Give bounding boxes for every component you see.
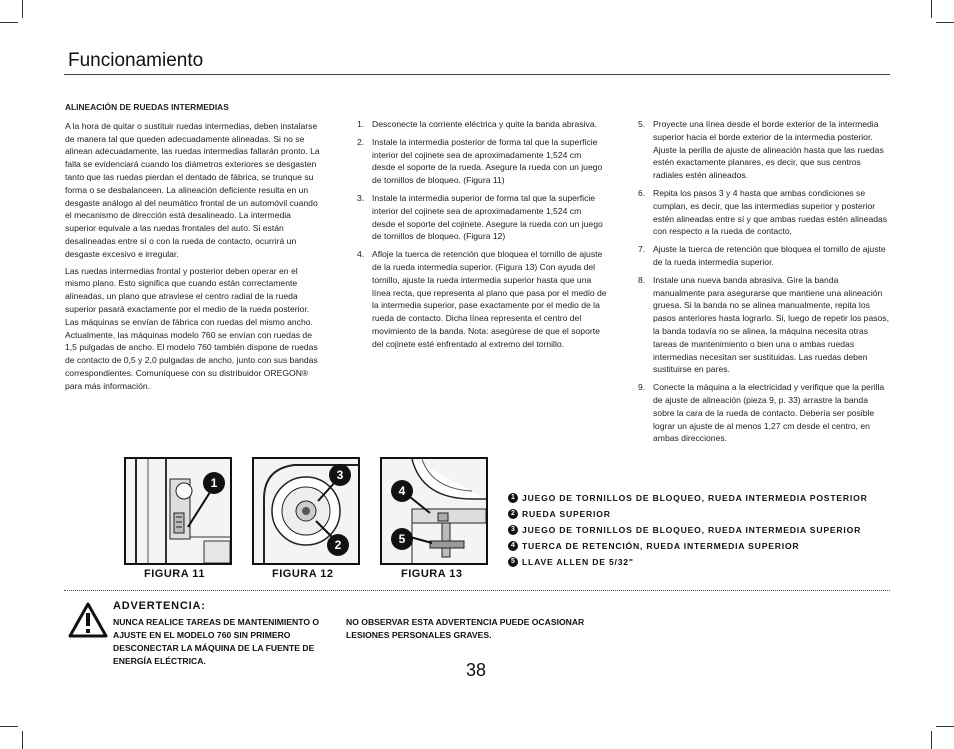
step-item: 3. Instale la intermedia superior de forma tal que la superficie interior del cojinete sea de aproximadamente 1,524 cm desde el soporte del cojinete. Asegure la rueda con un juego de tornillos de bloqueo. (Figura 12)	[357, 192, 603, 242]
step-item: 5. Proyecte una línea desde el borde exterior de la intermedia superior hacia el borde exterior de la intermedia posterior. Ajuste la perilla de ajuste de alineación hasta que las ruedas estén exactamente planares, es decir, que sus centros radiales estén alineados.	[638, 119, 884, 181]
title-rule	[64, 74, 890, 75]
crop-mark	[0, 22, 18, 23]
step-item: 1. Desconecte la corriente eléctrica y quite la banda abrasiva.	[357, 119, 597, 129]
crop-mark	[936, 22, 954, 23]
page-title: Funcionamiento	[68, 50, 204, 71]
callout-5: 5	[398, 532, 406, 546]
step-item: 9. Conecte la máquina a la electricidad y verifique que la perilla de ajuste de alineación (pieza 9, p. 33) arrastre la banda sobre la cara de la rueda de contacto. Debería ser posible lograr un ajuste de al menos 1,27 cm desde el centro, en ambas direcciones.	[638, 382, 885, 444]
figure-13-image	[380, 457, 488, 565]
figure-13-caption: FIGURA 13	[401, 568, 463, 580]
warning-text: NUNCA REALICE TAREAS DE MANTENIMIENTO O AJUSTE EN EL MODELO 760 SIN PRIMERO DESCONECTAR LA MÁQUINA DE LA FUENTE DE ENERGÍA ELÉCTRICA.	[113, 617, 320, 666]
page-number: 38	[466, 660, 487, 680]
figure-12-image	[252, 457, 360, 565]
legend-item: 4 TUERCA DE RETENCIÓN, RUEDA INTERMEDIA SUPERIOR	[508, 538, 868, 554]
legend-item: 2 RUEDA SUPERIOR	[508, 506, 868, 522]
intro-paragraph: A la hora de quitar o sustituir ruedas intermedias, deben instalarse de manera tal que queden adecuadamente alineadas. Si no se alinean adecuadamente, las ruedas intermedias fallarán pronto. La falla se evidenciará cuando los diámetros exteriores se desgasten tanto que las ruedas pierdan el dentado de fábrica, se trunque su forma o se desbalanceen. La alineación deficiente resulta en un desgaste análogo al del neumático frontal de un automóvil cuando el mecanismo de dirección está desalineado. La intermedia superior equivale a las ruedas frontales del auto. Si están desalineadas entre sí o con la rueda de contacto, ocurrirá un desgaste excesivo e irregular.	[65, 120, 320, 259]
step-item: 7. Ajuste la tuerca de retención que bloquea el tornillo de ajuste de la rueda intermedia superior.	[638, 244, 886, 267]
figure-11-image	[124, 457, 232, 565]
warning-icon	[68, 602, 108, 643]
crop-mark	[931, 731, 932, 749]
crop-mark	[22, 731, 23, 749]
callout-3: 3	[336, 468, 344, 482]
legend-item: 1 JUEGO DE TORNILLOS DE BLOQUEO, RUEDA INTERMEDIA POSTERIOR	[508, 490, 868, 506]
steps-column-right	[638, 118, 890, 450]
warning-consequence: NO OBSERVAR ESTA ADVERTENCIA PUEDE OCASIONAR LESIONES PERSONALES GRAVES.	[346, 617, 585, 640]
crop-mark	[931, 0, 932, 18]
legend-item: 5 LLAVE ALLEN DE 5/32"	[508, 554, 868, 570]
crop-mark	[0, 726, 18, 727]
figure-11-caption: FIGURA 11	[144, 568, 205, 580]
figure-legend	[508, 490, 868, 570]
step-item: 4. Afloje la tuerca de retención que bloquea el tornillo de ajuste de la rueda intermedia superior. (Figura 13) Con ayuda del tornillo, ajuste la rueda intermedia superior hasta que una línea recta, que representa al plano que pasa por el medio de la intermedia superior, pase exactamente por el medio de la rueda de contacto. Dicha línea representa el centro del movimiento de la banda. Nota: asegúrese de que el soporte del cojinete esté enfrentado al extremo del tornillo.	[357, 249, 607, 349]
steps-column-middle	[357, 118, 607, 356]
warning-title: ADVERTENCIA:	[113, 600, 206, 612]
callout-1: 1	[210, 476, 218, 490]
callout-2: 2	[334, 538, 342, 552]
section-divider	[64, 590, 890, 591]
intro-column	[65, 101, 320, 397]
intro-paragraph: Las ruedas intermedias frontal y posterior deben operar en el mismo plano. Esto significa que cuando están correctamente alineadas, un plano que atraviese el centro radial de la rueda superior pasará exactamente por el medio de la rueda posterior. Las máquinas se envían de fábrica con ruedas del mismo ancho. Actualmente, las máquinas modelo 760 se envían con ruedas de 1,5 pulgadas de ancho. El modelo 760 también dispone de ruedas de contacto de 0,5 y 2,0 pulgadas de ancho, junto con sus bandas correspondientes. Comuníquese con su distribuidor OREGON® para más información.	[65, 265, 318, 391]
callout-4: 4	[398, 484, 406, 498]
crop-mark	[22, 0, 23, 18]
step-item: 6. Repita los pasos 3 y 4 hasta que ambas condiciones se cumplan, es decir, que las intermedias superior y posterior estén alineadas entre sí y que ambas ruedas estén alineadas con respecto a la rueda de contacto.	[638, 187, 888, 237]
step-item: 2. Instale la intermedia posterior de forma tal que la superficie interior del cojinete sea de aproximadamente 1,524 cm desde el soporte de la rueda. Asegure la rueda con un juego de tornillos de bloqueo. (Figura 11)	[357, 136, 603, 186]
figure-12-caption: FIGURA 12	[272, 568, 334, 580]
step-item: 8. Instale una nueva banda abrasiva. Gire la banda manualmente para asegurarse que mantiene una alineación gruesa. Si la banda no se alinea manualmente, repita los pasos anteriores hasta lograrlo. Si, luego de repetir los pasos, la banda todavía no se alinea, la máquina necesita otras tareas de mantenimiento o bien una o ambas ruedas intermedias necesitan ser sustituidas. Las ruedas deben sustituirse en pares.	[638, 274, 889, 375]
crop-mark	[936, 726, 954, 727]
section-heading: ALINEACIÓN DE RUEDAS INTERMEDIAS	[65, 102, 229, 112]
legend-item: 3 JUEGO DE TORNILLOS DE BLOQUEO, RUEDA INTERMEDIA SUPERIOR	[508, 522, 868, 538]
